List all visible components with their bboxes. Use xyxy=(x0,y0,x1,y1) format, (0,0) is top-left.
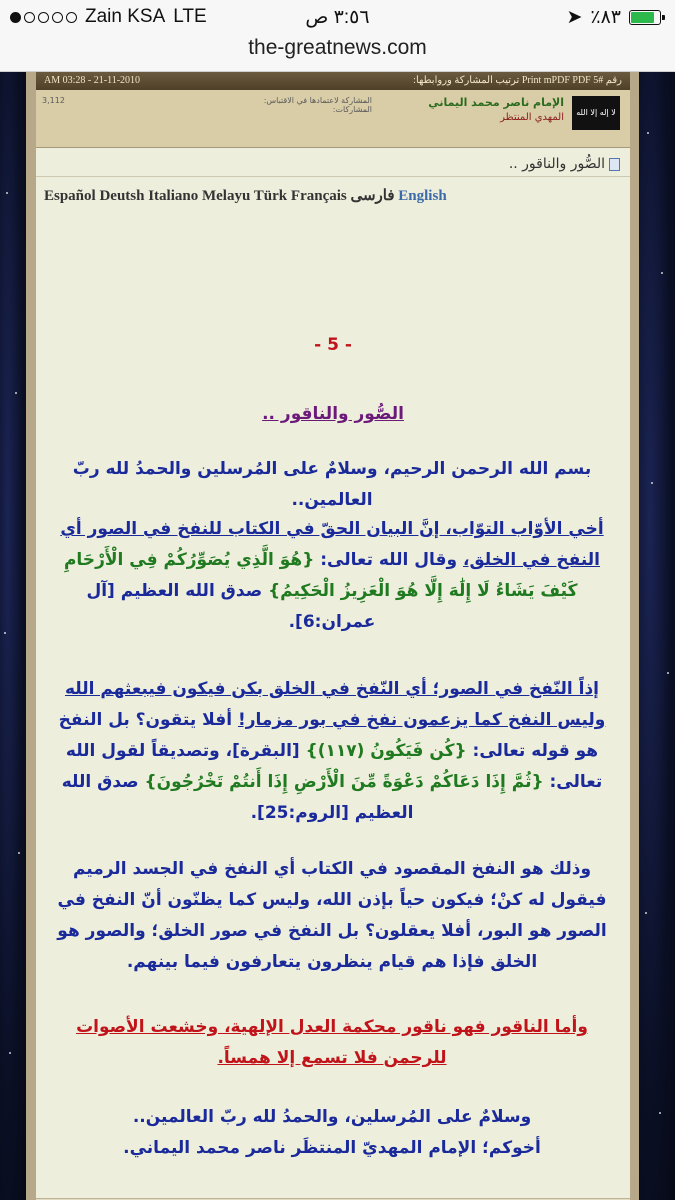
user-avatar[interactable]: لا إله إلا الله xyxy=(572,96,620,130)
paragraph-signature: وسلامٌ على المُرسلين، والحمدُ لله ربّ العالمين.. أخوكم؛ الإمام المهديّ المنتظَر ناصر محمد اليماني. xyxy=(123,1107,541,1158)
paragraph-explanation: وذلك هو النفخ المقصود في الكتاب أي النفخ في الجسد الرميم فيقول له كنْ؛ فيكون حياً بإذن الله، وليس كما يظنّون أنّ النفخ في الصور هو البور، أفلا يعقلون؟ بل النفخ في صور الخلق؛ والصور هو الخلق فإذا هم قيام ينظرون يتعارفون فيما بينهم. xyxy=(57,859,607,972)
post-header-bar xyxy=(36,72,630,90)
divider xyxy=(36,176,630,177)
statement-number: - 5 - xyxy=(314,335,352,355)
post-title: الصُّور والناقور .. xyxy=(509,156,620,172)
statement-heading: الصُّور والناقور .. xyxy=(262,404,404,424)
user-info-bar xyxy=(36,90,630,148)
lang-en[interactable]: English xyxy=(398,188,447,204)
lang-de[interactable]: Deutsh xyxy=(99,188,145,204)
ios-status-bar xyxy=(0,0,675,72)
user-name[interactable]: الإمام ناصر محمد اليماني xyxy=(428,96,564,109)
user-stats: المشاركة لاعتمادها في الاقتباس: المشاركات: 3,112 xyxy=(42,96,372,114)
battery-icon xyxy=(629,10,661,25)
post-actions[interactable]: رقم Print mPDF PDF 5# ترتيب المشاركة وروابطها: xyxy=(413,75,622,86)
lang-es[interactable]: Español xyxy=(44,188,96,204)
post-content xyxy=(36,148,630,1198)
page-background-right xyxy=(639,72,675,1200)
carrier-label: Zain KSA xyxy=(85,6,166,27)
status-right xyxy=(566,6,661,29)
lang-tr[interactable]: Türk xyxy=(253,188,288,204)
document-icon xyxy=(609,158,620,171)
clock: ٣:٥٦ ص xyxy=(305,7,370,28)
paragraph-naqur: وأما الناقور فهو ناقور محكمة العدل الإلهية، وخشعت الأصوات للرحمن فلا تسمع إلا همساً. xyxy=(76,1017,588,1068)
page-background-left xyxy=(0,72,26,1200)
battery-percent: ٪٨٣ xyxy=(590,7,621,28)
language-links xyxy=(44,186,447,205)
user-title: المهدي المنتظر xyxy=(500,112,564,123)
location-arrow-icon: ➤ xyxy=(566,7,583,28)
lang-ms[interactable]: Melayu xyxy=(201,188,251,204)
network-label: LTE xyxy=(173,6,207,27)
lang-it[interactable]: Italiano xyxy=(148,188,199,204)
post-date: AM 03:28 - 21-11-2010 xyxy=(44,75,141,86)
url-bar[interactable]: the-greatnews.com xyxy=(248,36,427,59)
lang-fa[interactable]: فارسی xyxy=(350,188,395,204)
paragraph-basmala: بسم الله الرحمن الرحيم، وسلامٌ على المُرسلين والحمدُ لله ربّ العالمين.. xyxy=(72,459,592,510)
paragraph-nafkh: إذاً النّفخ في الصور؛ أي النّفخ في الخلق بكن فيكون فيبعثهم الله وليس النفخ كما يزعمون نفخ في بور مزمار! أفلا يتقون؟ بل النفخ هو قوله تعالى: {كُن فَيَكُونُ (١١٧)} [البقرة]، وتصديقاً لقول الله تعالى: {ثُمَّ إِذَا دَعَاكُمْ دَعْوَةً مِّنَ الْأَرْضِ إِذَا أَنتُمْ تَخْرُجُونَ} صدق الله العظيم [الروم:25]. xyxy=(58,679,606,823)
lang-fr[interactable]: Français xyxy=(290,188,347,204)
forum-column xyxy=(26,72,639,1200)
paragraph-intro: أخي الأوّاب التوّاب، إنَّ البيان الحقّ في الكتاب للنفخ في الصور أي النفخ في الخلق، وقال الله تعالى: {هُوَ الَّذِي يُصَوِّرُكُمْ فِي الْأَرْحَامِ كَيْفَ يَشَاءُ لَا إِلَٰهَ إِلَّا هُوَ الْعَزِيزُ الْحَكِيمُ} صدق الله العظيم [آل عمران:6]. xyxy=(60,519,604,632)
